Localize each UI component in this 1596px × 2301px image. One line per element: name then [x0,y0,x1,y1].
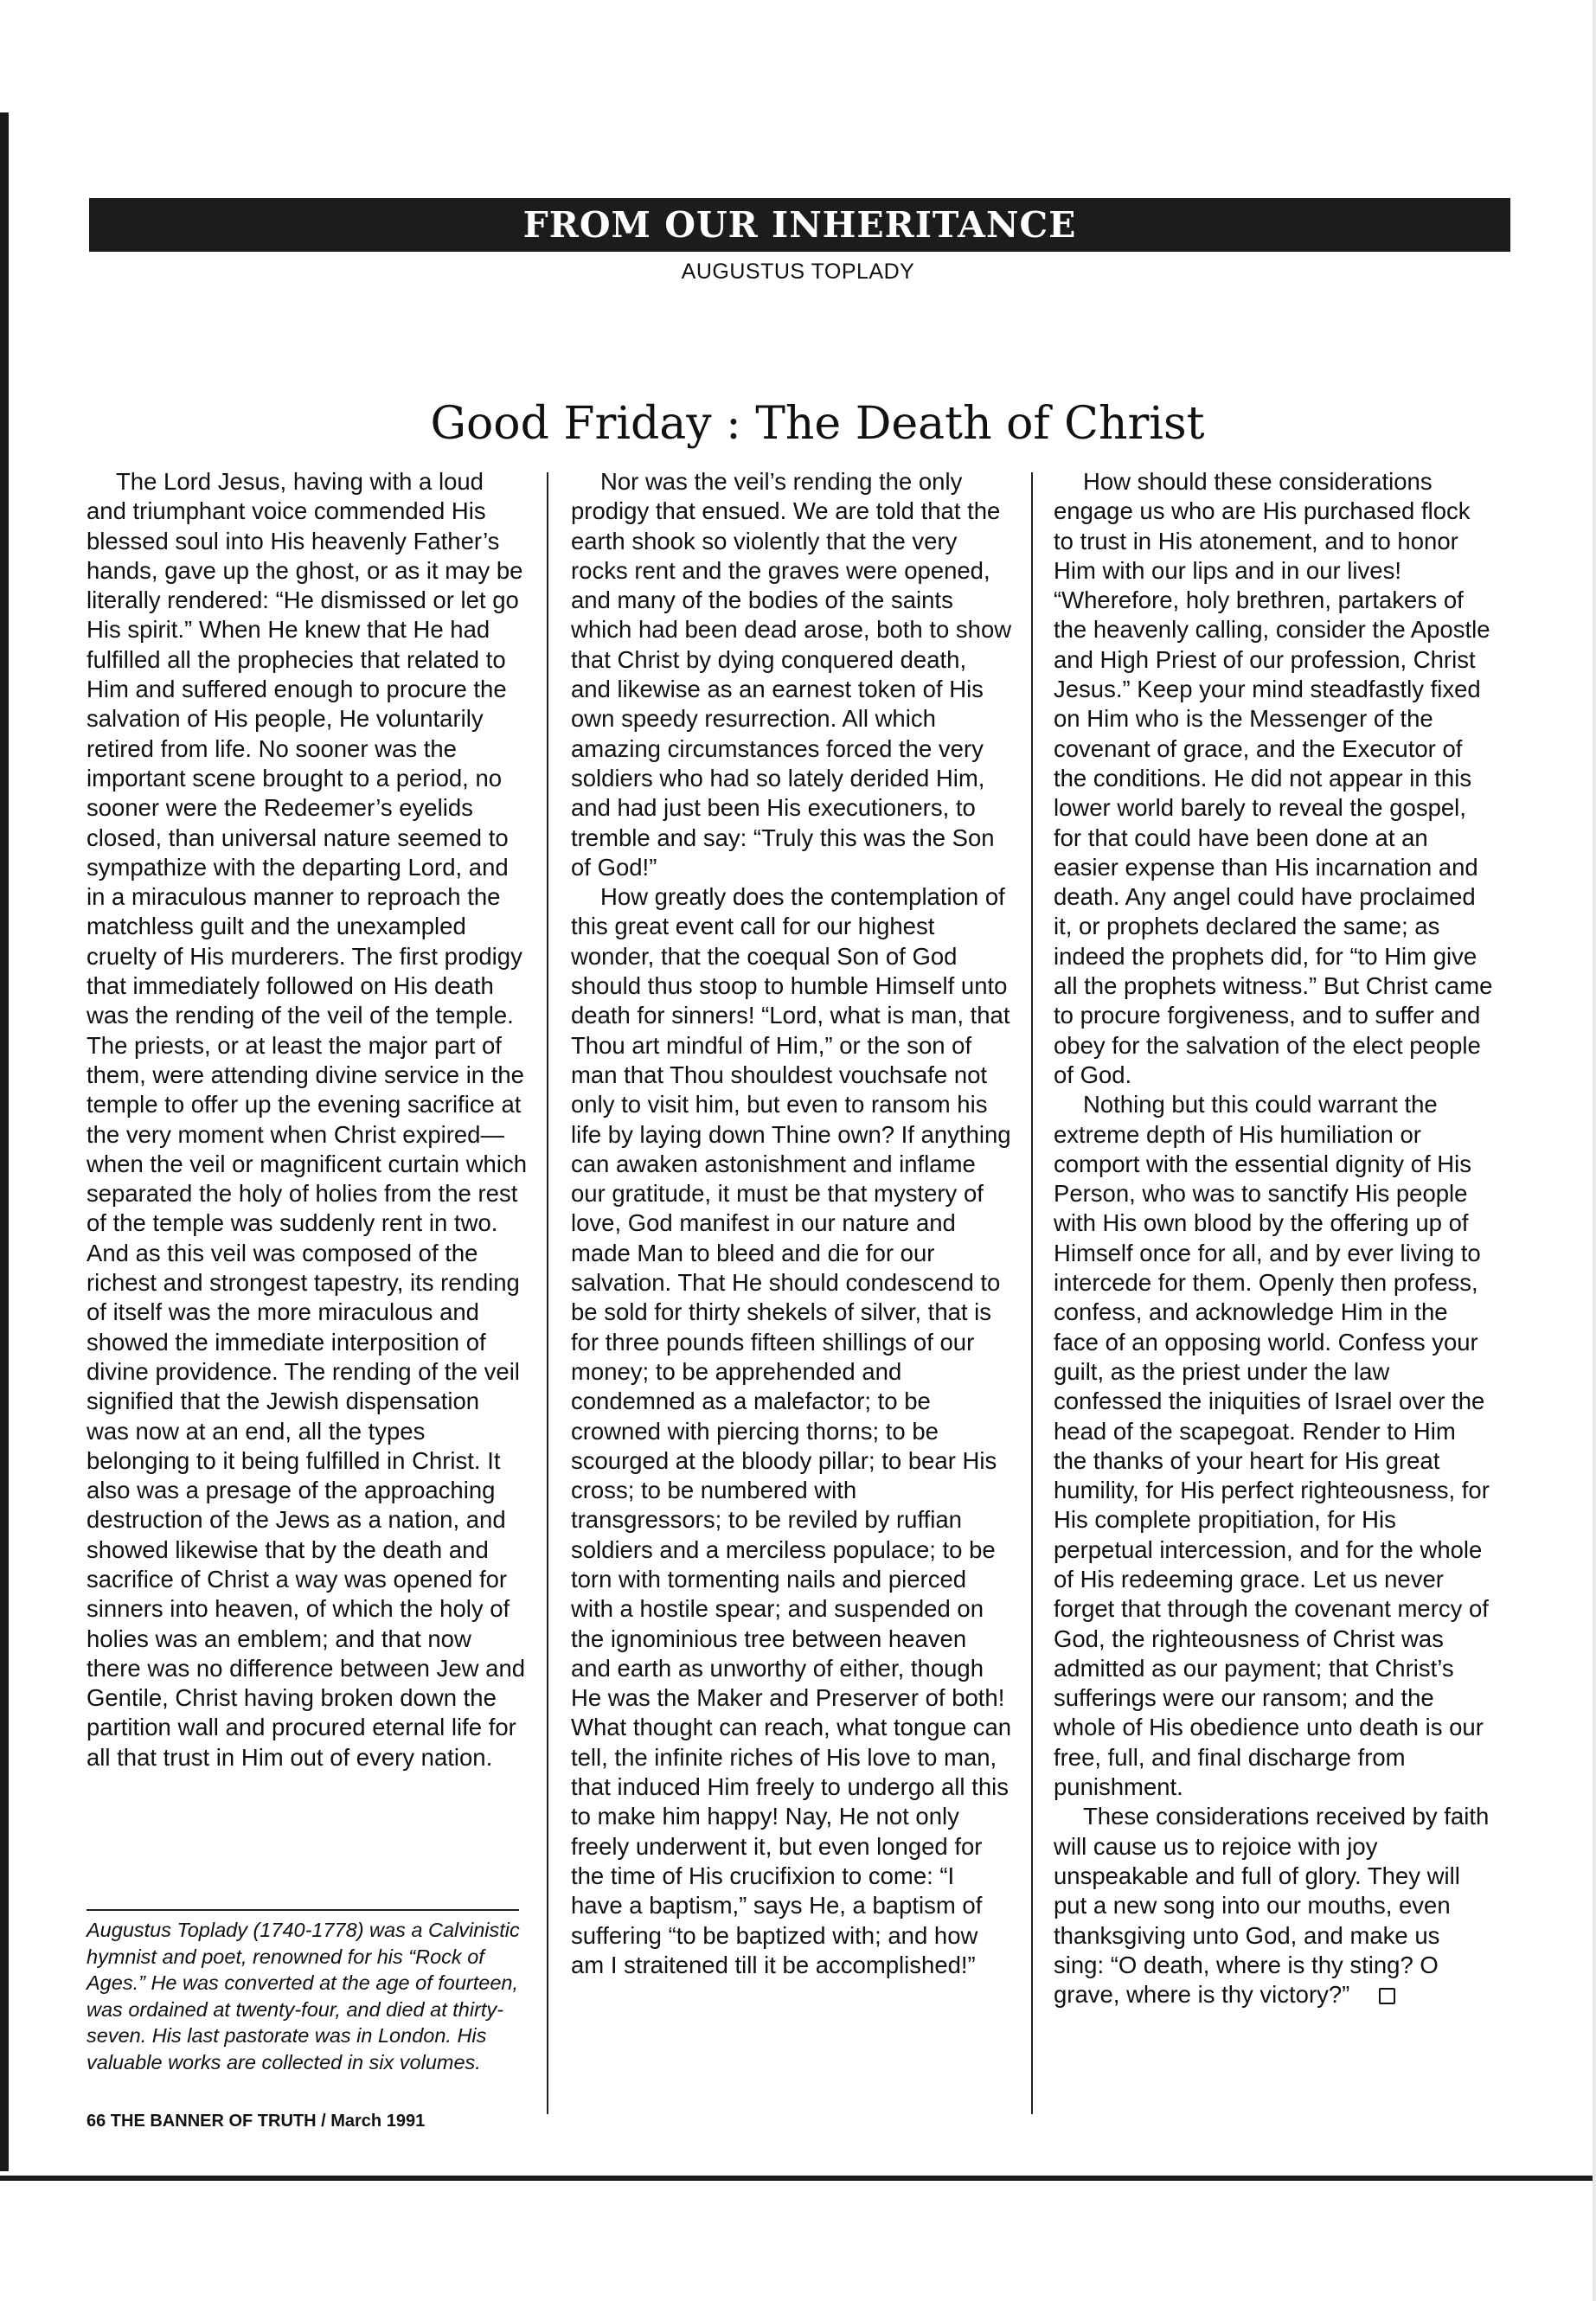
paragraph: Nothing but this could warrant the extreme depth of His humiliation or comport with the essential dignity of His Person, who was to sanctify His people with His own blood by the offering up of Himself once for all, and by ever living to intercede for them. Openly then profess, confess, and acknowledge Him in the face of an opposing world. Confess your guilt, as the priest under the law confessed the iniquities of Israel over the head of the scapegoat. Render to Him the thanks of your heart for His great humility, for His perfect righteousness, for His complete propitiation, for His perpetual intercession, and for the whole of His redeeming grace. Let us never forget that through the covenant mercy of God, the righteousness of Christ was admitted as our payment; that Christ’s sufferings were our ransom; and the whole of His obedience unto death is our free, full, and final discharge from punishment. [1054,1091,1490,1801]
paragraph: How should these considerations engage us who are His purchased flock to trust in His atonement, and to honor Him with our lips and in our lives! “Wherefore, holy brethren, partakers of the heavenly calling, consider the Apostle and High Priest of our profession, Christ Jesus.” Keep your mind steadfastly fixed on Him who is the Messenger of the covenant of grace, and the Executor of the conditions. He did not appear in this lower world barely to reveal the gospel, for that could have been done at an easier expense than His incarnation and death. Any angel could have proclaimed it, or prophets declared the same; as indeed the prophets did, for “to Him give all the prophets witness.” But Christ came to procure forgiveness, and to suffer and obey for the salvation of the elect people of God. [1054,468,1493,1088]
page-left-edge [0,112,9,2171]
author-bio: Augustus Toplady (1740-1778) was a Calvinistic hymnist and poet, renowned for his “Rock of Ages.” He was converted at the age of fourteen, was ordained at twenty-four, and died at thirty-seven. His last pastorate was in London. His valuable works are collected in six volumes. [87,1919,520,2073]
paragraph: Nor was the veil’s rending the only prodigy that ensued. We are told that the earth shook so violently that the very rocks rent and the graves were opened, and many of the bodies of the saints which had been dead arose, both to show that Christ by dying conquered death, and likewise as an earnest token of His own speedy resurrection. All which amazing circumstances forced the very soldiers who had so lately derided Him, and had just been His executioners, to tremble and say: “Truly this was the Son of God!” [571,468,1012,881]
article-title: Good Friday : The Death of Christ [430,398,1205,450]
page-footer: 66 THE BANNER OF TRUTH / March 1991 [87,2112,426,2131]
paragraph-final [1054,1802,1495,2009]
paragraph-text: These considerations received by faith will cause us to rejoice with joy unspeakable and full of glory. They will put a new song into our mouths, even thanksgiving unto God, and make us sing: “O death, where is thy sting? O grave, where is thy victory?” [1054,1803,1490,2009]
author-name: AUGUSTUS TOPLADY [681,260,915,284]
column-divider [547,472,548,2114]
end-of-article-icon [1379,1988,1395,2004]
column-divider [1031,472,1033,2114]
page-bottom-edge [0,2176,1596,2181]
section-title: FROM OUR INHERITANCE [522,204,1077,246]
section-banner [89,198,1510,252]
page-right-edge [1593,0,1596,2301]
article-column-2 [571,467,1012,1980]
bio-divider [87,1909,519,1911]
paragraph: How greatly does the contemplation of this great event call for our highest wonder, that the coequal Son of God should thus stoop to humble Himself unto death for sinners! “Lord, what is man, that Thou art mindful of Him,” or the son of man that Thou shouldest vouchsafe not only to visit him, but even to ransom his life by laying down Thine own? If anything can awaken astonishment and inflame our gratitude, it must be that mystery of love, God manifest in our nature and made Man to bleed and die for our salvation. That He should condescend to be sold for thirty shekels of silver, that is for three pounds fifteen shillings of our money; to be apprehended and condemned as a malefactor; to be crowned with piercing thorns; to be scourged at the bloody pillar; to bear His cross; to be numbered with transgressors; to be reviled by ruffian soldiers and a merciless populace; to be torn with tormenting nails and pierced with a hostile spear; and suspended on the ignominious tree between heaven and earth as unworthy of either, though He was the Maker and Preserver of both! What thought can reach, what tongue can tell, the infinite riches of His love to man, that induced Him freely to undergo all this to make him happy! Nay, He not only freely underwent it, but even longed for the time of His crucifixion to come: “I have a baptism,” says He, a baptism of suffering “to be baptized with; and how am I straitened till it be accomplished!” [571,883,1012,1978]
paragraph: The Lord Jesus, having with a loud and triumphant voice commended His blessed soul into His heavenly Father’s hands, gave up the ghost, or as it may be literally rendered: “He dismissed or let go His spirit.” When He knew that He had fulfilled all the prophecies that related to Him and suffered enough to procure the salvation of His people, He voluntarily retired from life. No sooner was the important scene brought to a period, no sooner were the Redeemer’s eyelids closed, than universal nature seemed to sympathize with the departing Lord, and in a miraculous manner to reproach the matchless guilt and the unexampled cruelty of His murderers. The first prodigy that immediately followed on His death was the rending of the veil of the temple. The priests, or at least the major part of them, were attending divine service in the temple to offer up the evening sacrifice at the very moment when Christ expired—when the veil or magnificent curtain which separated the holy of holies from the rest of the temple was suddenly rent in two. And as this veil was composed of the richest and strongest tapestry, its rending of itself was the more miraculous and showed the immediate interposition of divine providence. The rending of the veil signified that the Jewish dispensation was now at an end, all the types belonging to it being fulfilled in Christ. It also was a presage of the approaching destruction of the Jews as a nation, and showed likewise that by the death and sacrifice of Christ a way was opened for sinners into heaven, of which the holy of holies was an emblem; and that now there was no difference between Jew and Gentile, Christ having broken down the partition wall and procured eternal life for all that trust in Him out of every nation. [87,468,528,1771]
article-column-3 [1054,467,1495,2009]
article-column-1 [87,467,528,1772]
